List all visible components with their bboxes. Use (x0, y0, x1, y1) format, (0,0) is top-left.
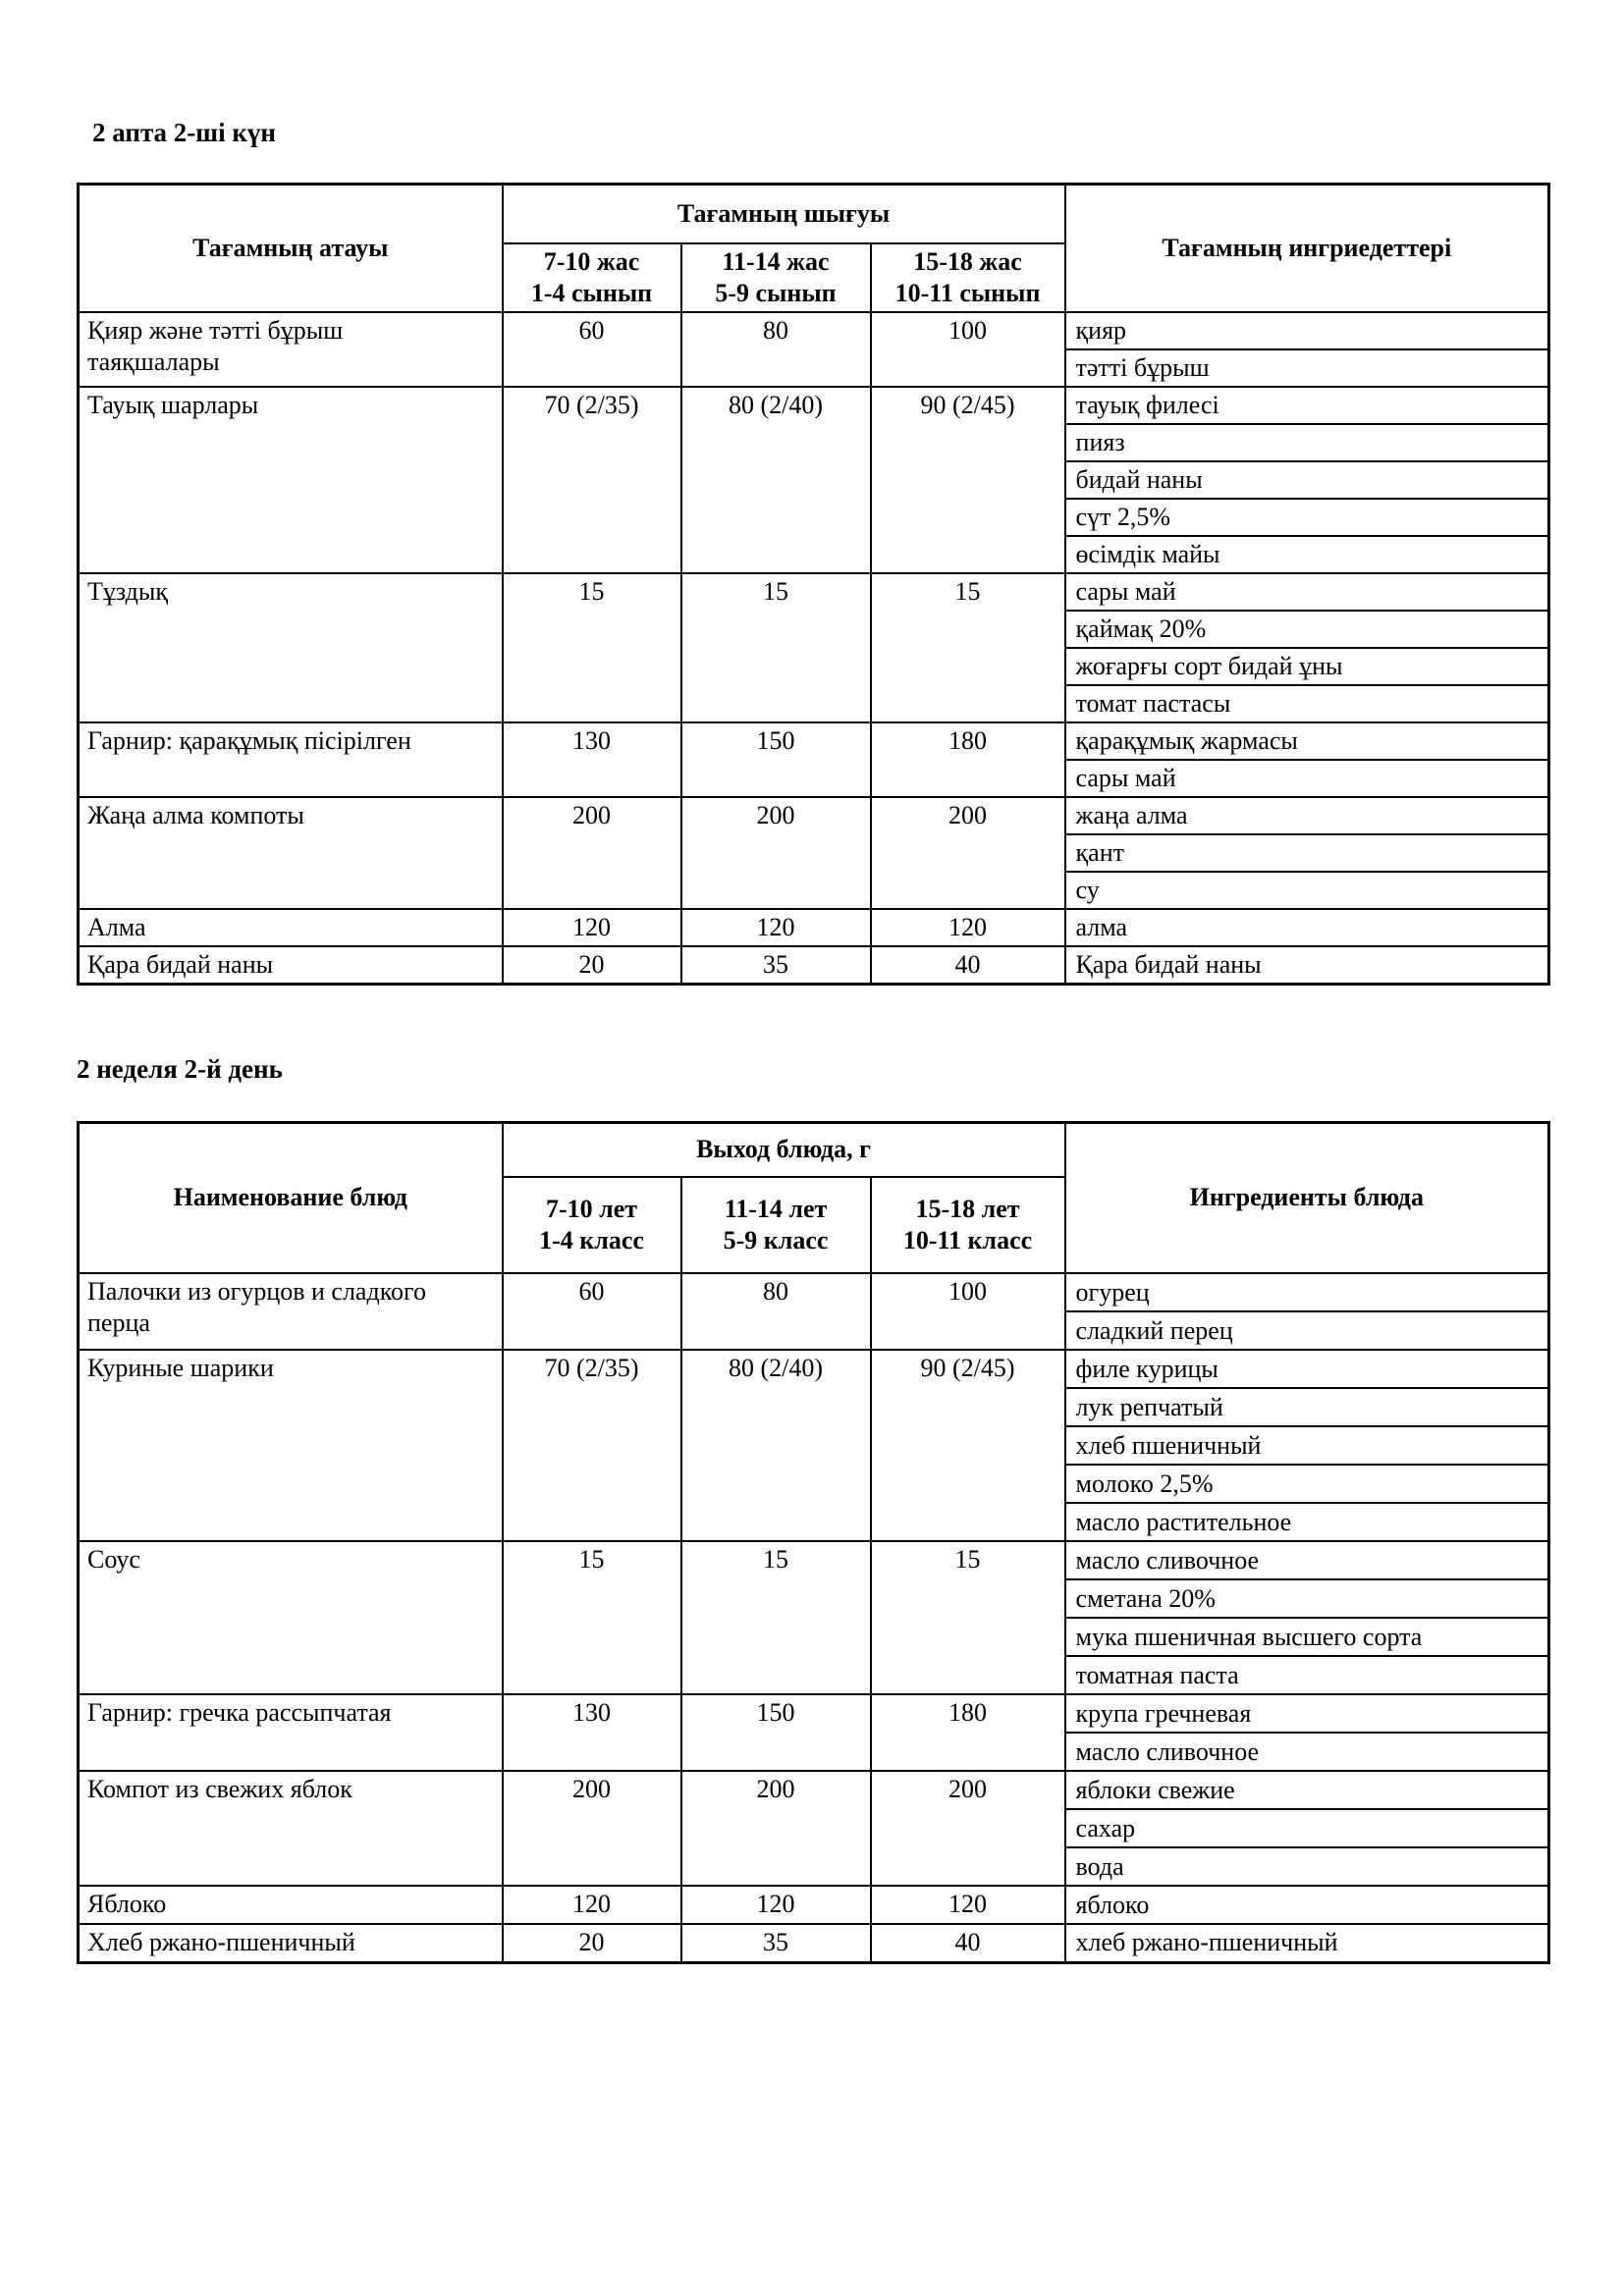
portion-value-cell: 150 (681, 722, 871, 797)
ingredient-cell: өсімдік майы (1065, 536, 1549, 573)
dish-name-cell: Қияр және тәтті бұрыш таяқшалары (79, 312, 503, 387)
portion-value-cell: 60 (503, 312, 681, 387)
ingredient-cell: вода (1065, 1847, 1549, 1886)
header-row-top (79, 185, 1549, 243)
ingredient-cell: сладкий перец (1065, 1311, 1549, 1350)
ingredient-cell: тәтті бұрыш (1065, 349, 1549, 387)
ingredient-cell: тауық филесі (1065, 387, 1549, 424)
col-header-output: Тағамның шығуы (503, 185, 1065, 243)
portion-value-cell: 120 (681, 1886, 871, 1924)
menu-table (77, 1121, 1550, 1964)
portion-value-cell: 200 (503, 1771, 681, 1886)
portion-value-cell: 200 (871, 797, 1065, 909)
ingredient-cell: лук репчатый (1065, 1388, 1549, 1426)
portion-value-cell: 80 (681, 312, 871, 387)
ingredient-cell: масло сливочное (1065, 1541, 1549, 1579)
dish-name-cell: Жаңа алма компоты (79, 797, 503, 909)
age-group-line: 7-10 лет (545, 1195, 638, 1223)
ingredient-cell: мука пшеничная высшего сорта (1065, 1618, 1549, 1656)
table-body (79, 1273, 1549, 1962)
ingredient-cell: томат пастасы (1065, 685, 1549, 722)
ingredient-cell: бидай наны (1065, 461, 1549, 499)
ingredient-cell: молоко 2,5% (1065, 1465, 1549, 1503)
age-group-line: 10-11 сынып (894, 278, 1041, 307)
ingredient-cell: қияр (1065, 312, 1549, 349)
ingredient-cell: масло растительное (1065, 1503, 1549, 1541)
ingredient-cell: Қара бидай наны (1065, 946, 1549, 985)
ingredient-cell: сары май (1065, 573, 1549, 611)
portion-value-cell: 120 (503, 909, 681, 946)
portion-value-cell: 80 (2/40) (681, 1350, 871, 1541)
table-row (79, 1350, 1549, 1388)
portion-value-cell: 120 (871, 909, 1065, 946)
ingredient-cell: филе курицы (1065, 1350, 1549, 1388)
portion-value-cell: 90 (2/45) (871, 387, 1065, 573)
age-group-line: 15-18 жас (913, 246, 1022, 276)
ingredient-cell: яблоки свежие (1065, 1771, 1549, 1809)
portion-value-cell: 200 (681, 1771, 871, 1886)
col-header-age-group (871, 243, 1065, 312)
portion-value-cell: 40 (871, 946, 1065, 985)
dish-name-cell: Гарнир: гречка рассыпчатая (79, 1694, 503, 1771)
ingredient-cell: жоғарғы сорт бидай ұны (1065, 648, 1549, 685)
portion-value-cell: 130 (503, 722, 681, 797)
ingredient-cell: хлеб ржано-пшеничный (1065, 1924, 1549, 1962)
table-header (79, 1122, 1549, 1273)
ingredient-cell: сары май (1065, 760, 1549, 797)
portion-value-cell: 60 (503, 1273, 681, 1350)
portion-value-cell: 120 (503, 1886, 681, 1924)
dish-name-cell: Қара бидай наны (79, 946, 503, 985)
dish-name-cell: Хлеб ржано-пшеничный (79, 1924, 503, 1962)
table-row (79, 1541, 1549, 1579)
col-header-output: Выход блюда, г (503, 1122, 1065, 1177)
portion-value-cell: 40 (871, 1924, 1065, 1962)
menu-section-kazakh (77, 183, 1547, 986)
portion-value-cell: 100 (871, 1273, 1065, 1350)
ingredient-cell: жаңа алма (1065, 797, 1549, 834)
ingredient-cell: хлеб пшеничный (1065, 1426, 1549, 1465)
table-row (79, 312, 1549, 349)
ingredient-cell: сметана 20% (1065, 1579, 1549, 1618)
ingredient-cell: қаймақ 20% (1065, 611, 1549, 648)
header-row-top (79, 1122, 1549, 1177)
section-title-russian: 2 неделя 2-й день (77, 1053, 283, 1084)
dish-name-cell: Тұздық (79, 573, 503, 722)
portion-value-cell: 15 (871, 573, 1065, 722)
portion-value-cell: 200 (681, 797, 871, 909)
portion-value-cell: 150 (681, 1694, 871, 1771)
ingredient-cell: масло сливочное (1065, 1733, 1549, 1771)
ingredient-cell: сүт 2,5% (1065, 499, 1549, 536)
col-header-ingredients: Тағамның ингриедеттері (1065, 185, 1549, 312)
portion-value-cell: 80 (681, 1273, 871, 1350)
col-header-age-group (681, 243, 871, 312)
portion-value-cell: 200 (871, 1771, 1065, 1886)
table-row (79, 909, 1549, 946)
ingredient-cell: огурец (1065, 1273, 1549, 1311)
table-header (79, 185, 1549, 312)
portion-value-cell: 120 (871, 1886, 1065, 1924)
col-header-age-group (681, 1177, 871, 1273)
dish-name-cell: Палочки из огурцов и сладкого перца (79, 1273, 503, 1350)
ingredient-cell: су (1065, 872, 1549, 909)
age-group-line: 1-4 класс (539, 1226, 644, 1255)
portion-value-cell: 130 (503, 1694, 681, 1771)
table-row (79, 797, 1549, 834)
age-group-line: 15-18 лет (915, 1195, 1020, 1223)
portion-value-cell: 15 (681, 1541, 871, 1694)
table-row (79, 722, 1549, 760)
dish-name-cell: Тауық шарлары (79, 387, 503, 573)
table-row (79, 1886, 1549, 1924)
dish-name-cell: Куриные шарики (79, 1350, 503, 1541)
portion-value-cell: 15 (503, 1541, 681, 1694)
age-group-line: 10-11 класс (902, 1226, 1033, 1255)
portion-value-cell: 35 (681, 946, 871, 985)
menu-table (77, 183, 1550, 986)
col-header-ingredients: Ингредиенты блюда (1065, 1122, 1549, 1273)
ingredient-cell: қарақұмық жармасы (1065, 722, 1549, 760)
dish-name-cell: Соус (79, 1541, 503, 1694)
col-header-dish-name: Наименование блюд (79, 1122, 503, 1273)
portion-value-cell: 100 (871, 312, 1065, 387)
table-row (79, 387, 1549, 424)
dish-name-cell: Яблоко (79, 1886, 503, 1924)
portion-value-cell: 15 (503, 573, 681, 722)
dish-name-cell: Алма (79, 909, 503, 946)
ingredient-cell: сахар (1065, 1809, 1549, 1847)
col-header-dish-name: Тағамның атауы (79, 185, 503, 312)
portion-value-cell: 15 (871, 1541, 1065, 1694)
age-group-line: 7-10 жас (543, 246, 640, 276)
age-group-line: 5-9 сынып (715, 278, 837, 307)
menu-section-russian (77, 1121, 1547, 1964)
portion-value-cell: 180 (871, 722, 1065, 797)
portion-value-cell: 200 (503, 797, 681, 909)
ingredient-cell: пияз (1065, 424, 1549, 461)
col-header-age-group (871, 1177, 1065, 1273)
portion-value-cell: 20 (503, 946, 681, 985)
dish-name-cell: Компот из свежих яблок (79, 1771, 503, 1886)
col-header-age-group (503, 243, 681, 312)
ingredient-cell: томатная паста (1065, 1656, 1549, 1694)
table-row (79, 1273, 1549, 1311)
portion-value-cell: 180 (871, 1694, 1065, 1771)
table-row (79, 1694, 1549, 1733)
table-row (79, 573, 1549, 611)
dish-name-cell: Гарнир: қарақұмық пісірілген (79, 722, 503, 797)
ingredient-cell: крупа гречневая (1065, 1694, 1549, 1733)
col-header-age-group (503, 1177, 681, 1273)
age-group-line: 5-9 класс (723, 1226, 829, 1255)
portion-value-cell: 15 (681, 573, 871, 722)
age-group-line: 11-14 жас (722, 246, 830, 276)
portion-value-cell: 120 (681, 909, 871, 946)
section-title-kazakh: 2 апта 2-ші күн (92, 118, 276, 147)
portion-value-cell: 35 (681, 1924, 871, 1962)
ingredient-cell: яблоко (1065, 1886, 1549, 1924)
table-row (79, 946, 1549, 985)
portion-value-cell: 20 (503, 1924, 681, 1962)
table-row (79, 1771, 1549, 1809)
portion-value-cell: 70 (2/35) (503, 1350, 681, 1541)
portion-value-cell: 80 (2/40) (681, 387, 871, 573)
ingredient-cell: алма (1065, 909, 1549, 946)
table-body (79, 312, 1549, 985)
age-group-line: 11-14 лет (724, 1195, 828, 1223)
table-row (79, 1924, 1549, 1962)
portion-value-cell: 90 (2/45) (871, 1350, 1065, 1541)
age-group-line: 1-4 сынып (530, 278, 653, 307)
portion-value-cell: 70 (2/35) (503, 387, 681, 573)
ingredient-cell: қант (1065, 834, 1549, 872)
